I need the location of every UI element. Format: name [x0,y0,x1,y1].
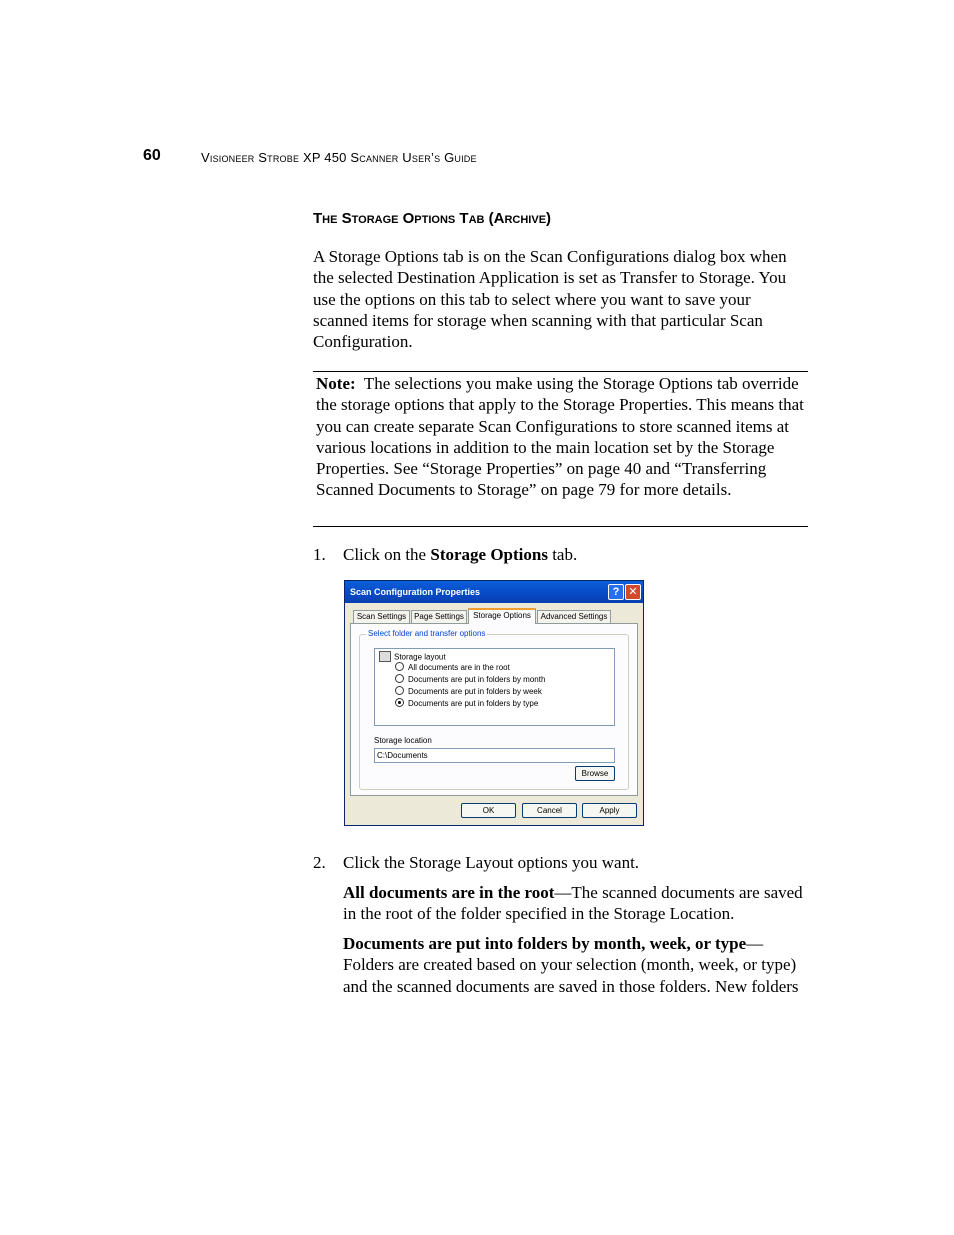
tree-root-label: Storage layout [394,652,446,662]
dialog-title: Scan Configuration Properties [350,587,481,597]
page-number: 60 [143,147,161,164]
folder-options-group [359,629,629,790]
scan-config-dialog [344,580,644,826]
tree-root [379,652,446,663]
storage-layout-tree [374,648,615,726]
folder-icon [379,651,391,662]
radio-label: All documents are in the root [408,663,510,672]
browse-button[interactable]: Browse [575,766,615,781]
radio-root[interactable] [395,663,510,674]
tab-scan-settings[interactable]: Scan Settings [353,610,410,623]
option-desc-folders-text: —Folders are created based on your selection (month, week, or type) and the scanned documents are saved in those folders. New folders [343,934,799,996]
tab-page-settings[interactable]: Page Settings [411,610,467,623]
storage-location-label: Storage location [374,736,432,745]
cancel-button[interactable]: Cancel [522,803,577,818]
option-desc-root-term: All documents are in the root [343,883,555,902]
radio-label: Documents are put in folders by week [408,687,542,696]
storage-location-input[interactable]: C:\Documents [374,748,615,763]
note-label: Note [316,374,350,393]
radio-selected-icon [395,698,404,707]
ok-button[interactable]: OK [461,803,516,818]
radio-icon [395,662,404,671]
option-desc-root [343,882,808,925]
step-2-text: Click the Storage Layout options you want. [343,853,640,872]
option-desc-folders [343,933,808,997]
radio-month[interactable] [395,675,545,686]
note-text: Note: The selections you make using the Storage Options tab override the storage options that apply to the Storage Properties. This means that you can create separate Scan Configurations to store scanned items at various locations in addition to the main location set by the Storage Properties. See “Storage Properties” on page 40 and “Transferring Scanned Documents to Storage” on page 79 for more details. [316,374,804,500]
tab-advanced-settings[interactable]: Advanced Settings [537,610,611,623]
help-icon[interactable]: ? [608,584,624,600]
step-1-text: Click on the [343,545,431,564]
apply-button[interactable]: Apply [582,803,637,818]
radio-icon [395,686,404,695]
dialog-titlebar [345,581,643,603]
step-1 [313,544,577,565]
group-label: Select folder and transfer options [368,629,486,638]
section-title: The Storage Options Tab (Archive) [313,210,552,227]
step-2-number: 2. [313,853,326,872]
step-1-number: 1. [313,545,326,564]
storage-options-panel [350,623,638,796]
intro-paragraph: A Storage Options tab is on the Scan Configurations dialog box when the selected Destination Application is set as Transfer to Storage. You use the options on this tab to select where you want to save your scanned items for storage when scanning with that particular Scan Configuration. [313,247,787,352]
radio-type[interactable] [395,699,538,710]
radio-label: Documents are put in folders by type [408,699,539,708]
close-icon[interactable]: ✕ [625,584,641,600]
radio-icon [395,674,404,683]
step-1-bold: Storage Options [430,545,548,564]
step-2 [313,852,639,873]
note-body: The selections you make using the Storage Options tab override the storage options that apply to the Storage Properties. This means that you can create separate Scan Configurations to store scanned items at various locations in addition to the main location set by the Storage Properties. See “Storage Properties” on page 40 and “Transferring Scanned Documents to Storage” on page 79 for more details. [316,374,804,500]
option-desc-folders-term: Documents are put into folders by month, week, or type [343,934,747,953]
step-1-text-end: tab. [547,545,578,564]
running-header: Visioneer Strobe XP 450 Scanner User’s Guide [201,150,477,165]
option-desc-root-text: —The scanned documents are saved in the root of the folder specified in the Storage Location. [343,883,803,924]
radio-label: Documents are put in folders by month [408,675,546,684]
radio-week[interactable] [395,687,542,698]
tab-storage-options[interactable]: Storage Options [468,608,536,624]
